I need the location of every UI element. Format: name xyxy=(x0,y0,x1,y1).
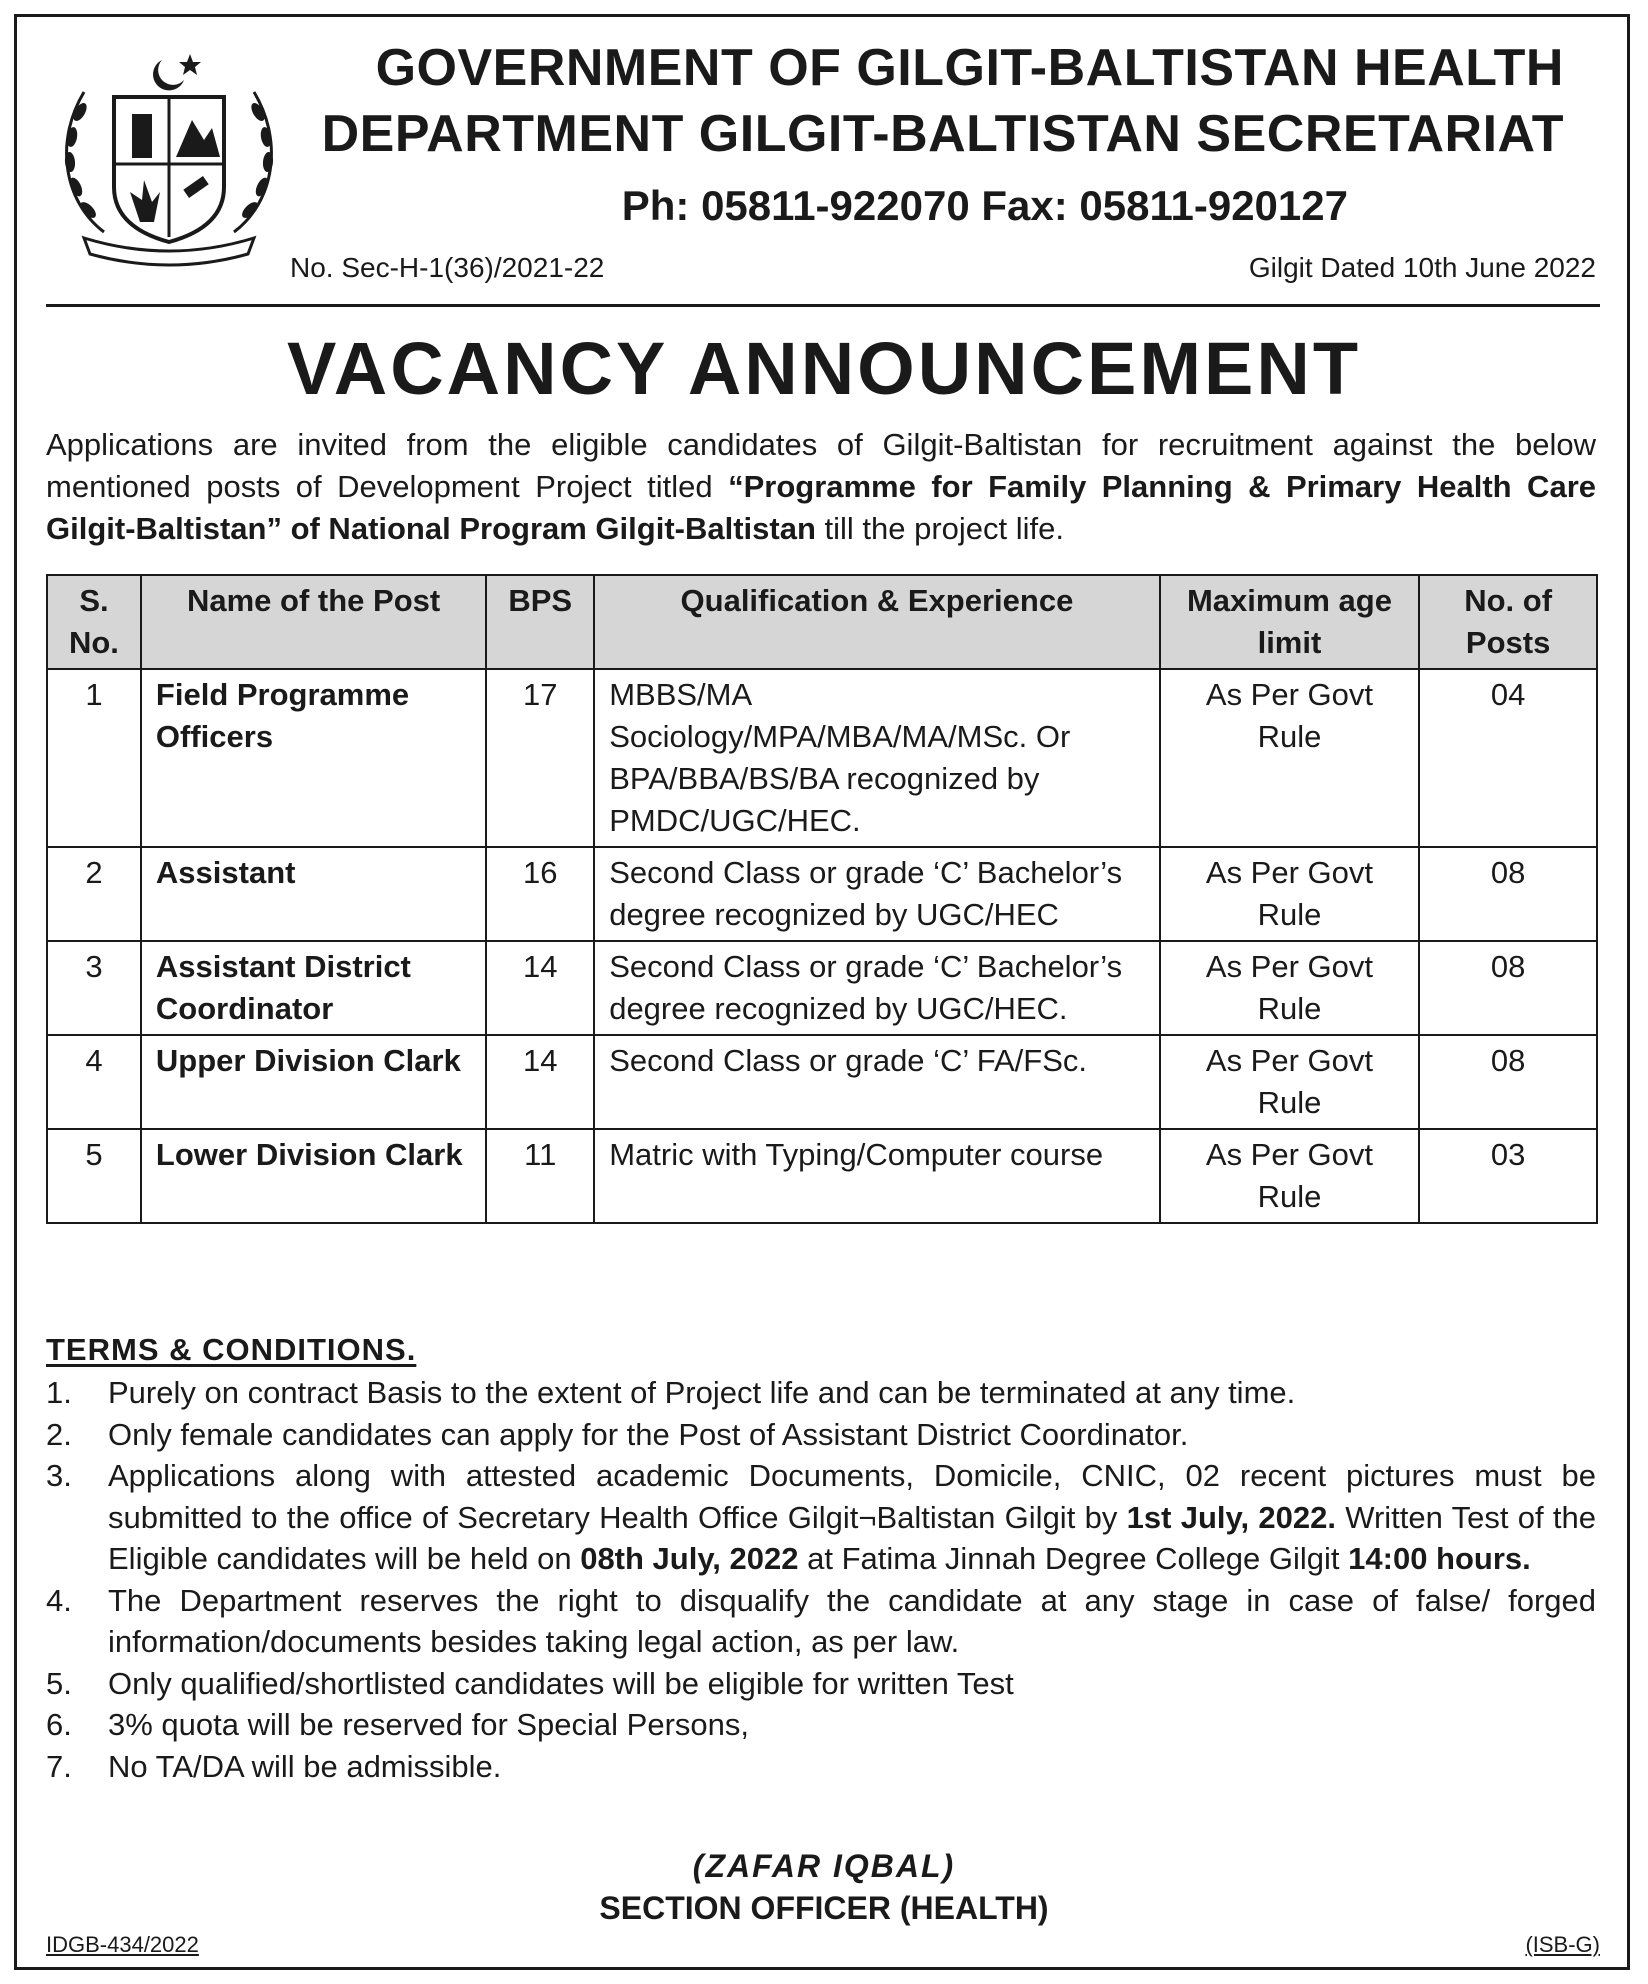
intro-text-1: Applications are invited from the eligible candidates of Gilgit-Baltistan for recruitment against the below mentioned posts of Development Project titled xyxy=(46,427,1596,504)
vacancy-table xyxy=(46,574,1598,1224)
cell-qualification: Second Class or grade ‘C’ Bachelor’s degree recognized by UGC/HEC. xyxy=(594,941,1159,1035)
cell-post-name: Upper Division Clark xyxy=(141,1035,486,1129)
list-item xyxy=(46,1580,1596,1663)
table-row xyxy=(47,1035,1597,1129)
cell-bps: 16 xyxy=(486,847,594,941)
header-title-line1: GOVERNMENT OF GILGIT-BALTISTAN HEALTH xyxy=(375,39,1564,97)
term-text: No TA/DA will be admissible. xyxy=(108,1748,502,1784)
cell-no-of-posts: 08 xyxy=(1419,941,1597,1035)
cell-post-name: Assistant District Coordinator xyxy=(141,941,486,1035)
footer-code-left: IDGB-434/2022 xyxy=(46,1932,199,1957)
header-qualification: Qualification & Experience xyxy=(594,575,1159,669)
intro-project-name: “Programme for Family Planning & Primary Health Care Gilgit-Baltistan” of National Program Gilgit-Baltistan xyxy=(46,469,1596,546)
cell-qualification: MBBS/MA Sociology/MPA/MBA/MA/MSc. Or BPA/BBA/BS/BA recognized by PMDC/UGC/HEC. xyxy=(594,669,1159,847)
list-item xyxy=(46,1663,1596,1705)
list-item xyxy=(46,1704,1596,1746)
header-sno: S. No. xyxy=(47,575,141,669)
header-title-line2: DEPARTMENT GILGIT-BALTISTAN SECRETARIAT xyxy=(321,105,1564,163)
term-number: 2. xyxy=(46,1416,72,1452)
term-number: 5. xyxy=(46,1665,72,1701)
header-bps: BPS xyxy=(486,575,594,669)
cell-sno: 1 xyxy=(47,669,141,847)
list-item xyxy=(46,1746,1596,1788)
header-divider xyxy=(46,304,1600,307)
term-number: 1. xyxy=(46,1375,72,1410)
cell-no-of-posts: 04 xyxy=(1419,669,1597,847)
term-text: Only qualified/shortlisted candidates will be eligible for written Test xyxy=(108,1665,1014,1701)
table-row xyxy=(47,847,1597,941)
test-time: 14:00 hours. xyxy=(1348,1541,1531,1576)
term-number: 7. xyxy=(46,1748,72,1784)
cell-qualification: Second Class or grade ‘C’ FA/FSc. xyxy=(594,1035,1159,1129)
list-item xyxy=(46,1455,1596,1580)
gilgit-baltistan-emblem-icon xyxy=(44,42,294,272)
table-row xyxy=(47,669,1597,847)
cell-age-limit: As Per Govt Rule xyxy=(1160,847,1420,941)
header-no-of-posts: No. of Posts xyxy=(1419,575,1597,669)
cell-bps: 17 xyxy=(486,669,594,847)
submission-deadline: 1st July, 2022. xyxy=(1126,1499,1336,1535)
cell-qualification: Matric with Typing/Computer course xyxy=(594,1129,1159,1223)
cell-age-limit: As Per Govt Rule xyxy=(1160,941,1420,1035)
signatory-designation: SECTION OFFICER (HEALTH) xyxy=(599,1890,1049,1926)
cell-age-limit: As Per Govt Rule xyxy=(1160,1035,1420,1129)
table-row xyxy=(47,941,1597,1035)
cell-no-of-posts: 03 xyxy=(1419,1129,1597,1223)
cell-bps: 14 xyxy=(486,941,594,1035)
table-row xyxy=(47,1129,1597,1223)
term-text: Written Test of the Eligible candidates will be held on xyxy=(108,1499,1596,1576)
cell-post-name: Assistant xyxy=(141,847,486,941)
cell-qualification: Second Class or grade ‘C’ Bachelor’s degree recognized by UGC/HEC xyxy=(594,847,1159,941)
term-number: 6. xyxy=(46,1707,72,1742)
reference-number: No. Sec-H-1(36)/2021-22 xyxy=(290,252,605,283)
term-number: 3. xyxy=(46,1458,72,1493)
cell-no-of-posts: 08 xyxy=(1419,1035,1597,1129)
term-text: Applications along with attested academic Documents, Domicile, CNIC, 02 recent pictures must be submitted to the office of Secretary Health Office Gilgit¬Baltistan Gilgit by xyxy=(108,1458,1596,1535)
page-title: VACANCY ANNOUNCEMENT xyxy=(286,327,1362,410)
header-post-name: Name of the Post xyxy=(141,575,486,669)
date-line: Gilgit Dated 10th June 2022 xyxy=(1248,252,1596,283)
cell-sno: 5 xyxy=(47,1129,141,1223)
cell-age-limit: As Per Govt Rule xyxy=(1160,1129,1420,1223)
list-item xyxy=(46,1372,1596,1414)
signatory-name: (ZAFAR IQBAL) xyxy=(692,1848,956,1884)
term-text: Only female candidates can apply for the Post of Assistant District Coordinator. xyxy=(108,1416,1189,1452)
footer-code-right: (ISB-G) xyxy=(1525,1932,1600,1957)
terms-heading: TERMS & CONDITIONS. xyxy=(46,1332,417,1367)
cell-post-name: Lower Division Clark xyxy=(141,1129,486,1223)
cell-sno: 4 xyxy=(47,1035,141,1129)
intro-text-2: till the project life. xyxy=(815,511,1064,546)
term-number: 4. xyxy=(46,1582,72,1618)
cell-age-limit: As Per Govt Rule xyxy=(1160,669,1420,847)
header-age-limit: Maximum age limit xyxy=(1160,575,1420,669)
cell-bps: 11 xyxy=(486,1129,594,1223)
term-text: at Fatima Jinnah Degree College Gilgit xyxy=(798,1541,1349,1576)
test-date: 08th July, 2022 xyxy=(580,1541,799,1576)
term-text: The Department reserves the right to disqualify the candidate at any stage in case of false/ forged information/documents besides taking legal action, as per law. xyxy=(108,1582,1596,1659)
term-text: Purely on contract Basis to the extent of Project life and can be terminated at any time. xyxy=(108,1375,1296,1410)
cell-post-name: Field Programme Officers xyxy=(141,669,486,847)
cell-no-of-posts: 08 xyxy=(1419,847,1597,941)
intro-paragraph xyxy=(46,424,1596,550)
cell-sno: 2 xyxy=(47,847,141,941)
terms-list xyxy=(46,1372,1596,1787)
cell-sno: 3 xyxy=(47,941,141,1035)
table-header-row xyxy=(47,575,1597,669)
list-item xyxy=(46,1414,1596,1456)
header-contact: Ph: 05811-922070 Fax: 05811-920127 xyxy=(621,182,1348,229)
cell-bps: 14 xyxy=(486,1035,594,1129)
term-text: 3% quota will be reserved for Special Persons, xyxy=(108,1707,749,1742)
